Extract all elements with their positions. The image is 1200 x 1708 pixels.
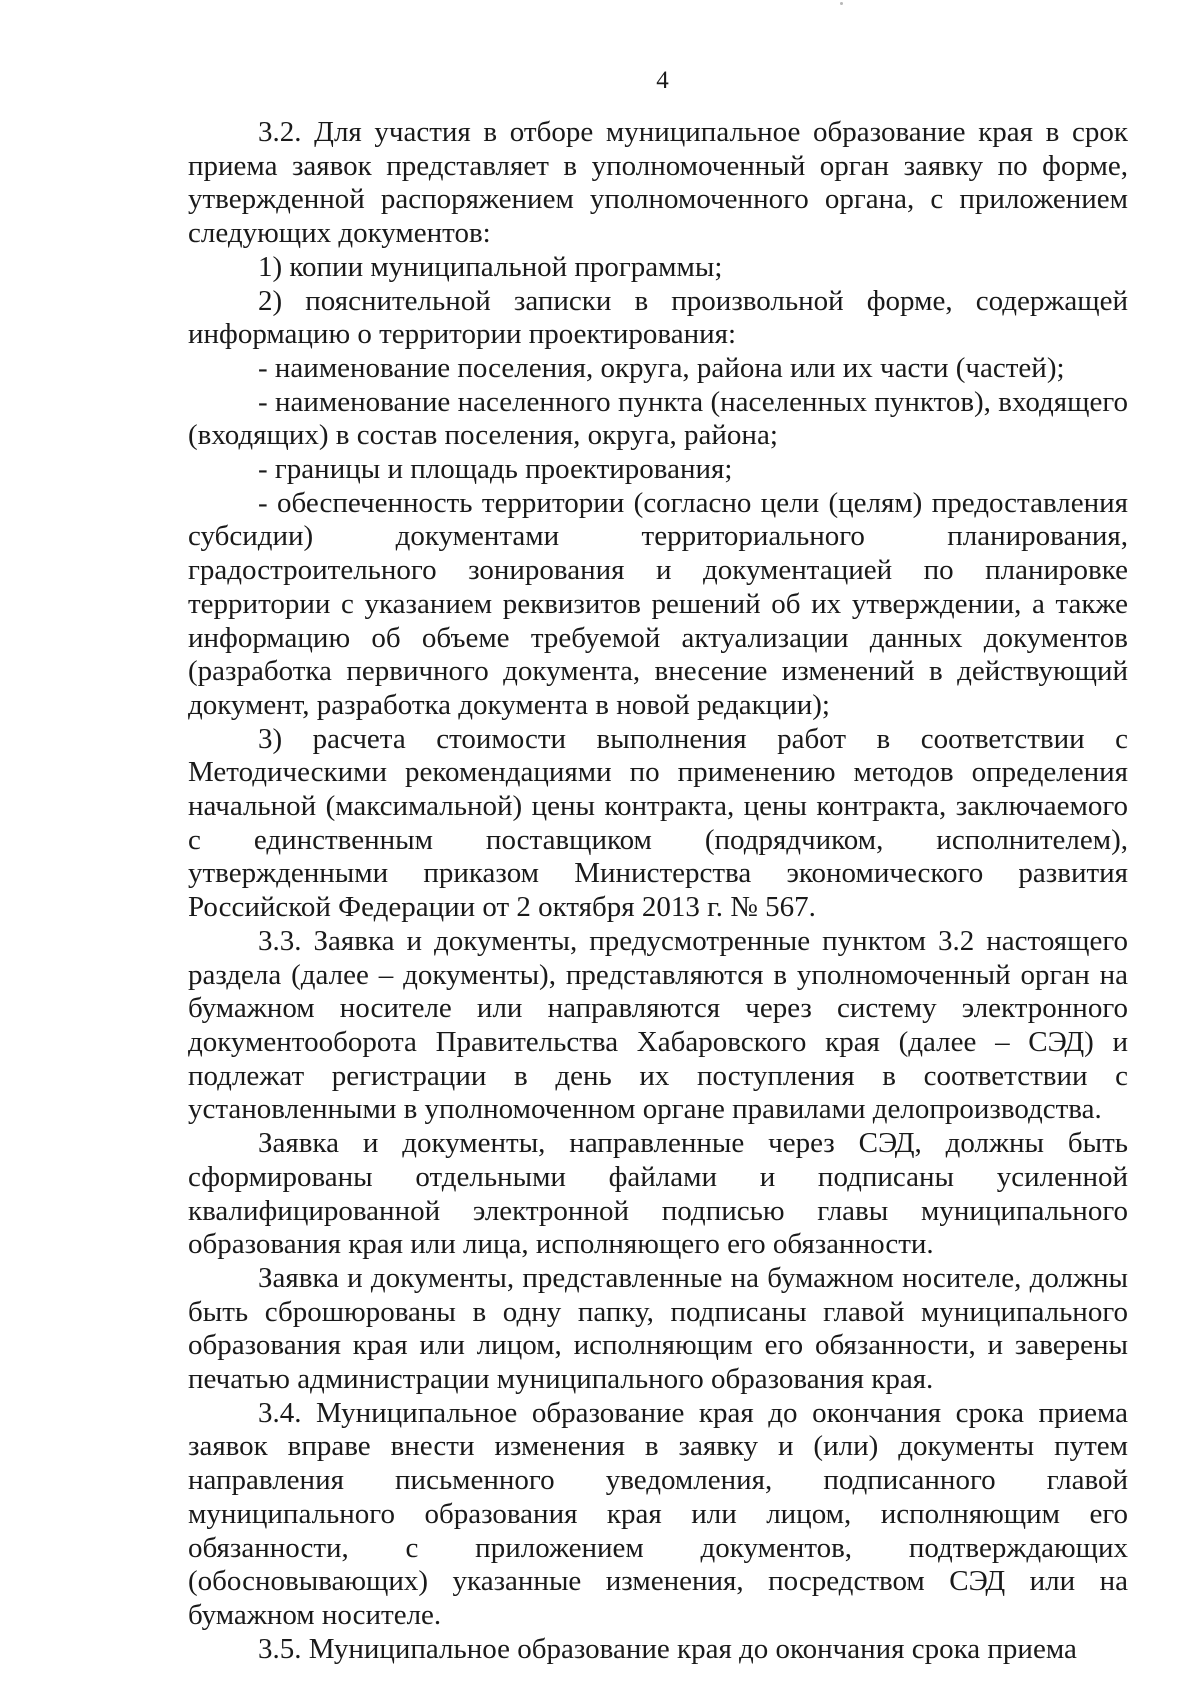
bullet-locality-name: - наименование населенного пункта (населенных пунктов), входящего (входящих) в состав поселения, округа, района; (188, 385, 1128, 452)
paragraph-3-5: 3.5. Муниципальное образование края до окончания срока приема (258, 1632, 1077, 1665)
page-number: 4 (656, 67, 669, 94)
scan-speck (840, 2, 843, 5)
document-body (188, 116, 1128, 1666)
list-item-1: 1) копии муниципальной программы; (258, 250, 723, 283)
paragraph-sed-submission: Заявка и документы, направленные через СЭД, должны быть сформированы отдельными файлами и подписаны усиленной квалифицированной электронной подписью главы муниципального образования края или лица, исполняющего его обязанности. (188, 1127, 1128, 1261)
paragraph-3-4: 3.4. Муниципальное образование края до окончания срока приема заявок вправе внести изменения в заявку и (или) документы путем направления письменного уведомления, подписанного главой муниципального образования края или лицом, исполняющим его обязанности, с приложением документов, подтверждающих (обосновывающих) указанные изменения, посредством СЭД или на бумажном носителе. (188, 1396, 1128, 1631)
bullet-settlement-name: - наименование поселения, округа, района или их части (частей); (258, 351, 1065, 384)
bullet-boundaries-area: - границы и площадь проектирования; (258, 453, 733, 486)
bullet-territory-provision: - обеспеченность территории (согласно цели (целям) предоставления субсидии) документами территориального планирования, градостроительного зонирования и документацией по планировке территории с указанием реквизитов решений об их утверждении, а также информацию об объеме требуемой актуализации данных документов (разработка первичного документа, внесение изменений в действующий документ, разработка документа в новой редакции); (188, 486, 1128, 721)
paragraph-3-2: 3.2. Для участия в отборе муниципальное образование края в срок приема заявок представляет в уполномоченный орган заявку по форме, утвержденной распоряжением уполномоченного органа, с приложением следующих документов: (188, 116, 1128, 250)
paragraph-3-3: 3.3. Заявка и документы, предусмотренные пунктом 3.2 настоящего раздела (далее – документы), представляются в уполномоченный орган на бумажном носителе или направляются через систему электронного документооборота Правительства Хабаровского края (далее – СЭД) и подлежат регистрации в день их поступления в соответствии с установленными в уполномоченном органе правилами делопроизводства. (188, 924, 1128, 1126)
paragraph-paper-submission: Заявка и документы, представленные на бумажном носителе, должны быть сброшюрованы в одну папку, подписаны главой муниципального образования края или лицом, исполняющим его обязанности, и заверены печатью администрации муниципального образования края. (188, 1261, 1128, 1396)
list-item-2: 2) пояснительной записки в произвольной форме, содержащей информацию о территории проектирования: (188, 284, 1128, 351)
list-item-3: 3) расчета стоимости выполнения работ в соответствии с Методическими рекомендациями по применению методов определения начальной (максимальной) цены контракта, цены контракта, заключаемого с единственным поставщиком (подрядчиком, исполнителем), утвержденными приказом Министерства экономического развития Российской Федерации от 2 октября 2013 г. № 567. (188, 722, 1128, 924)
